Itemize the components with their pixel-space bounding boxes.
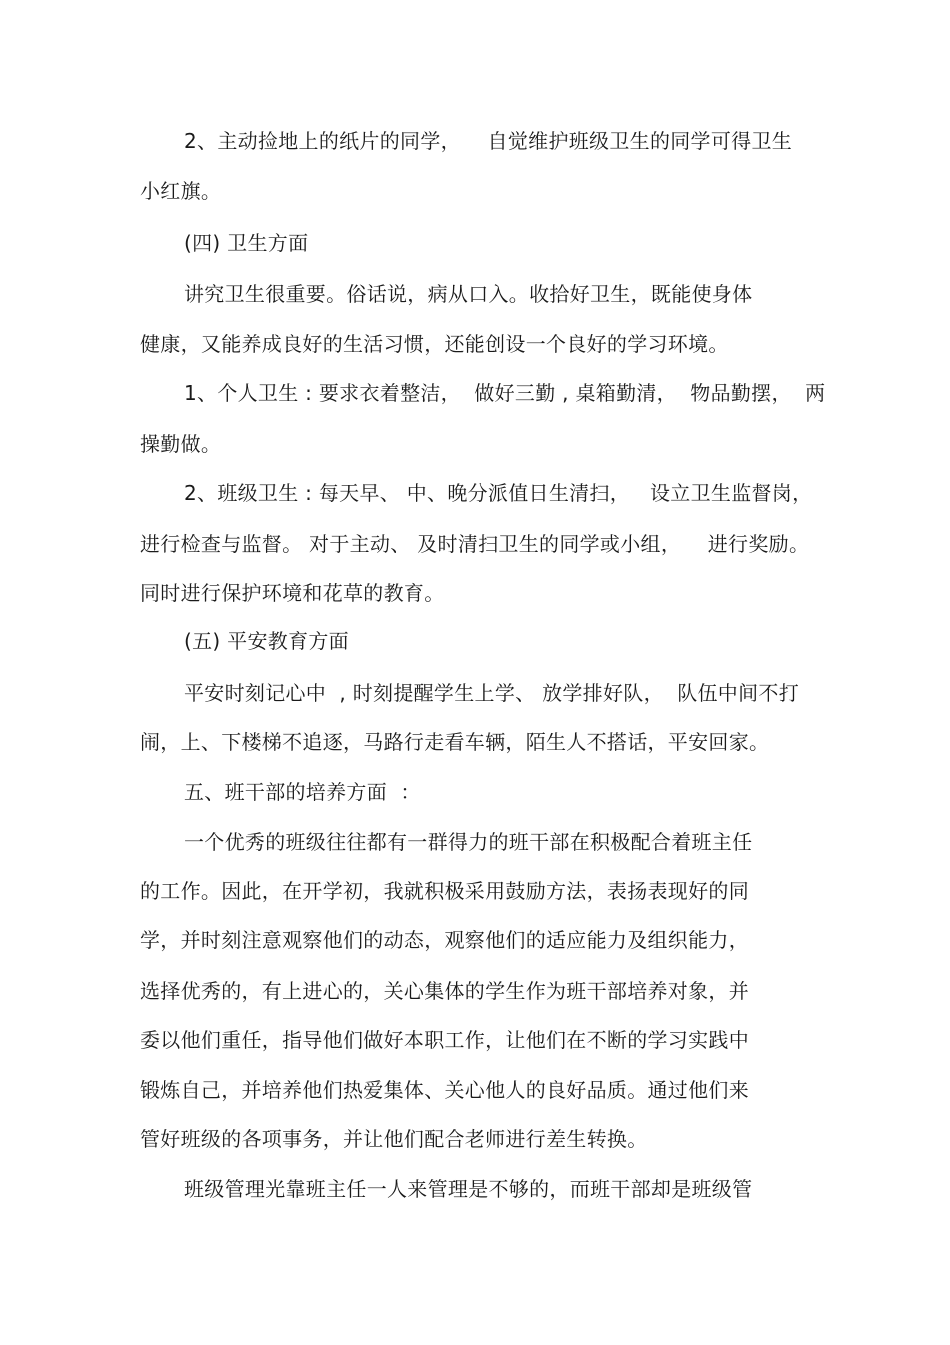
paragraph-line: 进行检查与监督。 对于主动、 及时清扫卫生的同学或小组， 进行奖励。 [140,532,810,556]
paragraph-line: 小红旗。 [140,179,222,203]
paragraph-line: 班级管理光靠班主任一人来管理是不够的，而班干部却是班级管 [184,1177,753,1201]
paragraph-line: 学，并时刻注意观察他们的动态，观察他们的适应能力及组织能力， [140,928,749,952]
section-heading: (四) 卫生方面 [184,231,309,255]
paragraph-line: 同时进行保护环境和花草的教育。 [140,581,445,605]
paragraph-line: 一个优秀的班级往往都有一群得力的班干部在积极配合着班主任 [184,830,753,854]
paragraph-line: 2、班级卫生 : 每天早、 中、晚分派值日生清扫， 设立卫生监督岗， [184,481,813,505]
paragraph-line: 的工作。因此，在开学初，我就积极采用鼓励方法，表扬表现好的同 [140,879,749,903]
paragraph-line: 1、个人卫生 : 要求衣着整洁， 做好三勤 , 桌箱勤清， 物品勤摆， 两 [184,381,826,405]
paragraph-line: 选择优秀的，有上进心的，关心集体的学生作为班干部培养对象，并 [140,979,749,1003]
paragraph-line: 委以他们重任，指导他们做好本职工作，让他们在不断的学习实践中 [140,1028,749,1052]
paragraph-line: 健康，又能养成良好的生活习惯，还能创设一个良好的学习环境。 [140,332,729,356]
paragraph-line: 操勤做。 [140,432,222,456]
paragraph-line: 闹，上、下楼梯不追逐，马路行走看车辆，陌生人不搭话，平安回家。 [140,730,770,754]
paragraph-line: 讲究卫生很重要。俗话说，病从口入。收拾好卫生，既能使身体 [184,282,753,306]
paragraph-line: 平安时刻记心中 , 时刻提醒学生上学、 放学排好队， 队伍中间不打 [184,681,800,705]
section-heading: (五) 平安教育方面 [184,629,349,653]
section-heading: 五、班干部的培养方面 ： [184,780,421,804]
paragraph-line: 2、主动捡地上的纸片的同学， 自觉维护班级卫生的同学可得卫生 [184,129,793,153]
paragraph-line: 锻炼自己，并培养他们热爱集体、关心他人的良好品质。通过他们来 [140,1078,749,1102]
paragraph-line: 管好班级的各项事务，并让他们配合老师进行差生转换。 [140,1127,648,1151]
